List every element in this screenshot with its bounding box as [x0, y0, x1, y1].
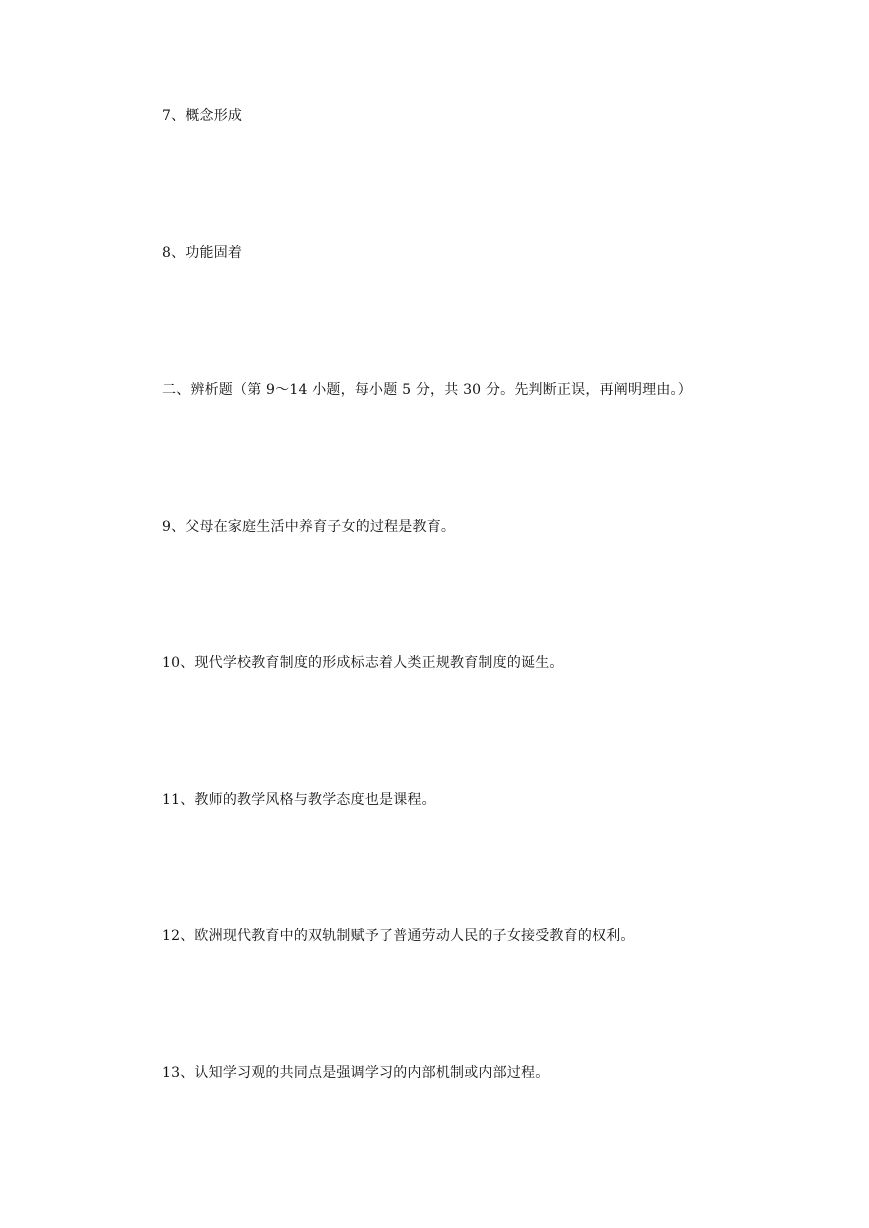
- question-10: 10、现代学校教育制度的形成标志着人类正规教育制度的诞生。: [162, 655, 564, 671]
- question-13: 13、认知学习观的共同点是强调学习的内部机制或内部过程。: [162, 1065, 550, 1081]
- question-12: 12、欧洲现代教育中的双轨制赋予了普通劳动人民的子女接受教育的权利。: [162, 928, 635, 944]
- question-11: 11、教师的教学风格与教学态度也是课程。: [162, 792, 436, 808]
- question-9: 9、父母在家庭生活中养育子女的过程是教育。: [162, 519, 456, 535]
- section-heading-discrimination-questions: 二、辨析题（第 9～14 小题，每小题 5 分，共 30 分。先判断正误，再阐明理由。）: [162, 382, 692, 398]
- question-8-functional-fixedness: 8、功能固着: [162, 245, 243, 261]
- question-7-concept-formation: 7、概念形成: [162, 108, 243, 124]
